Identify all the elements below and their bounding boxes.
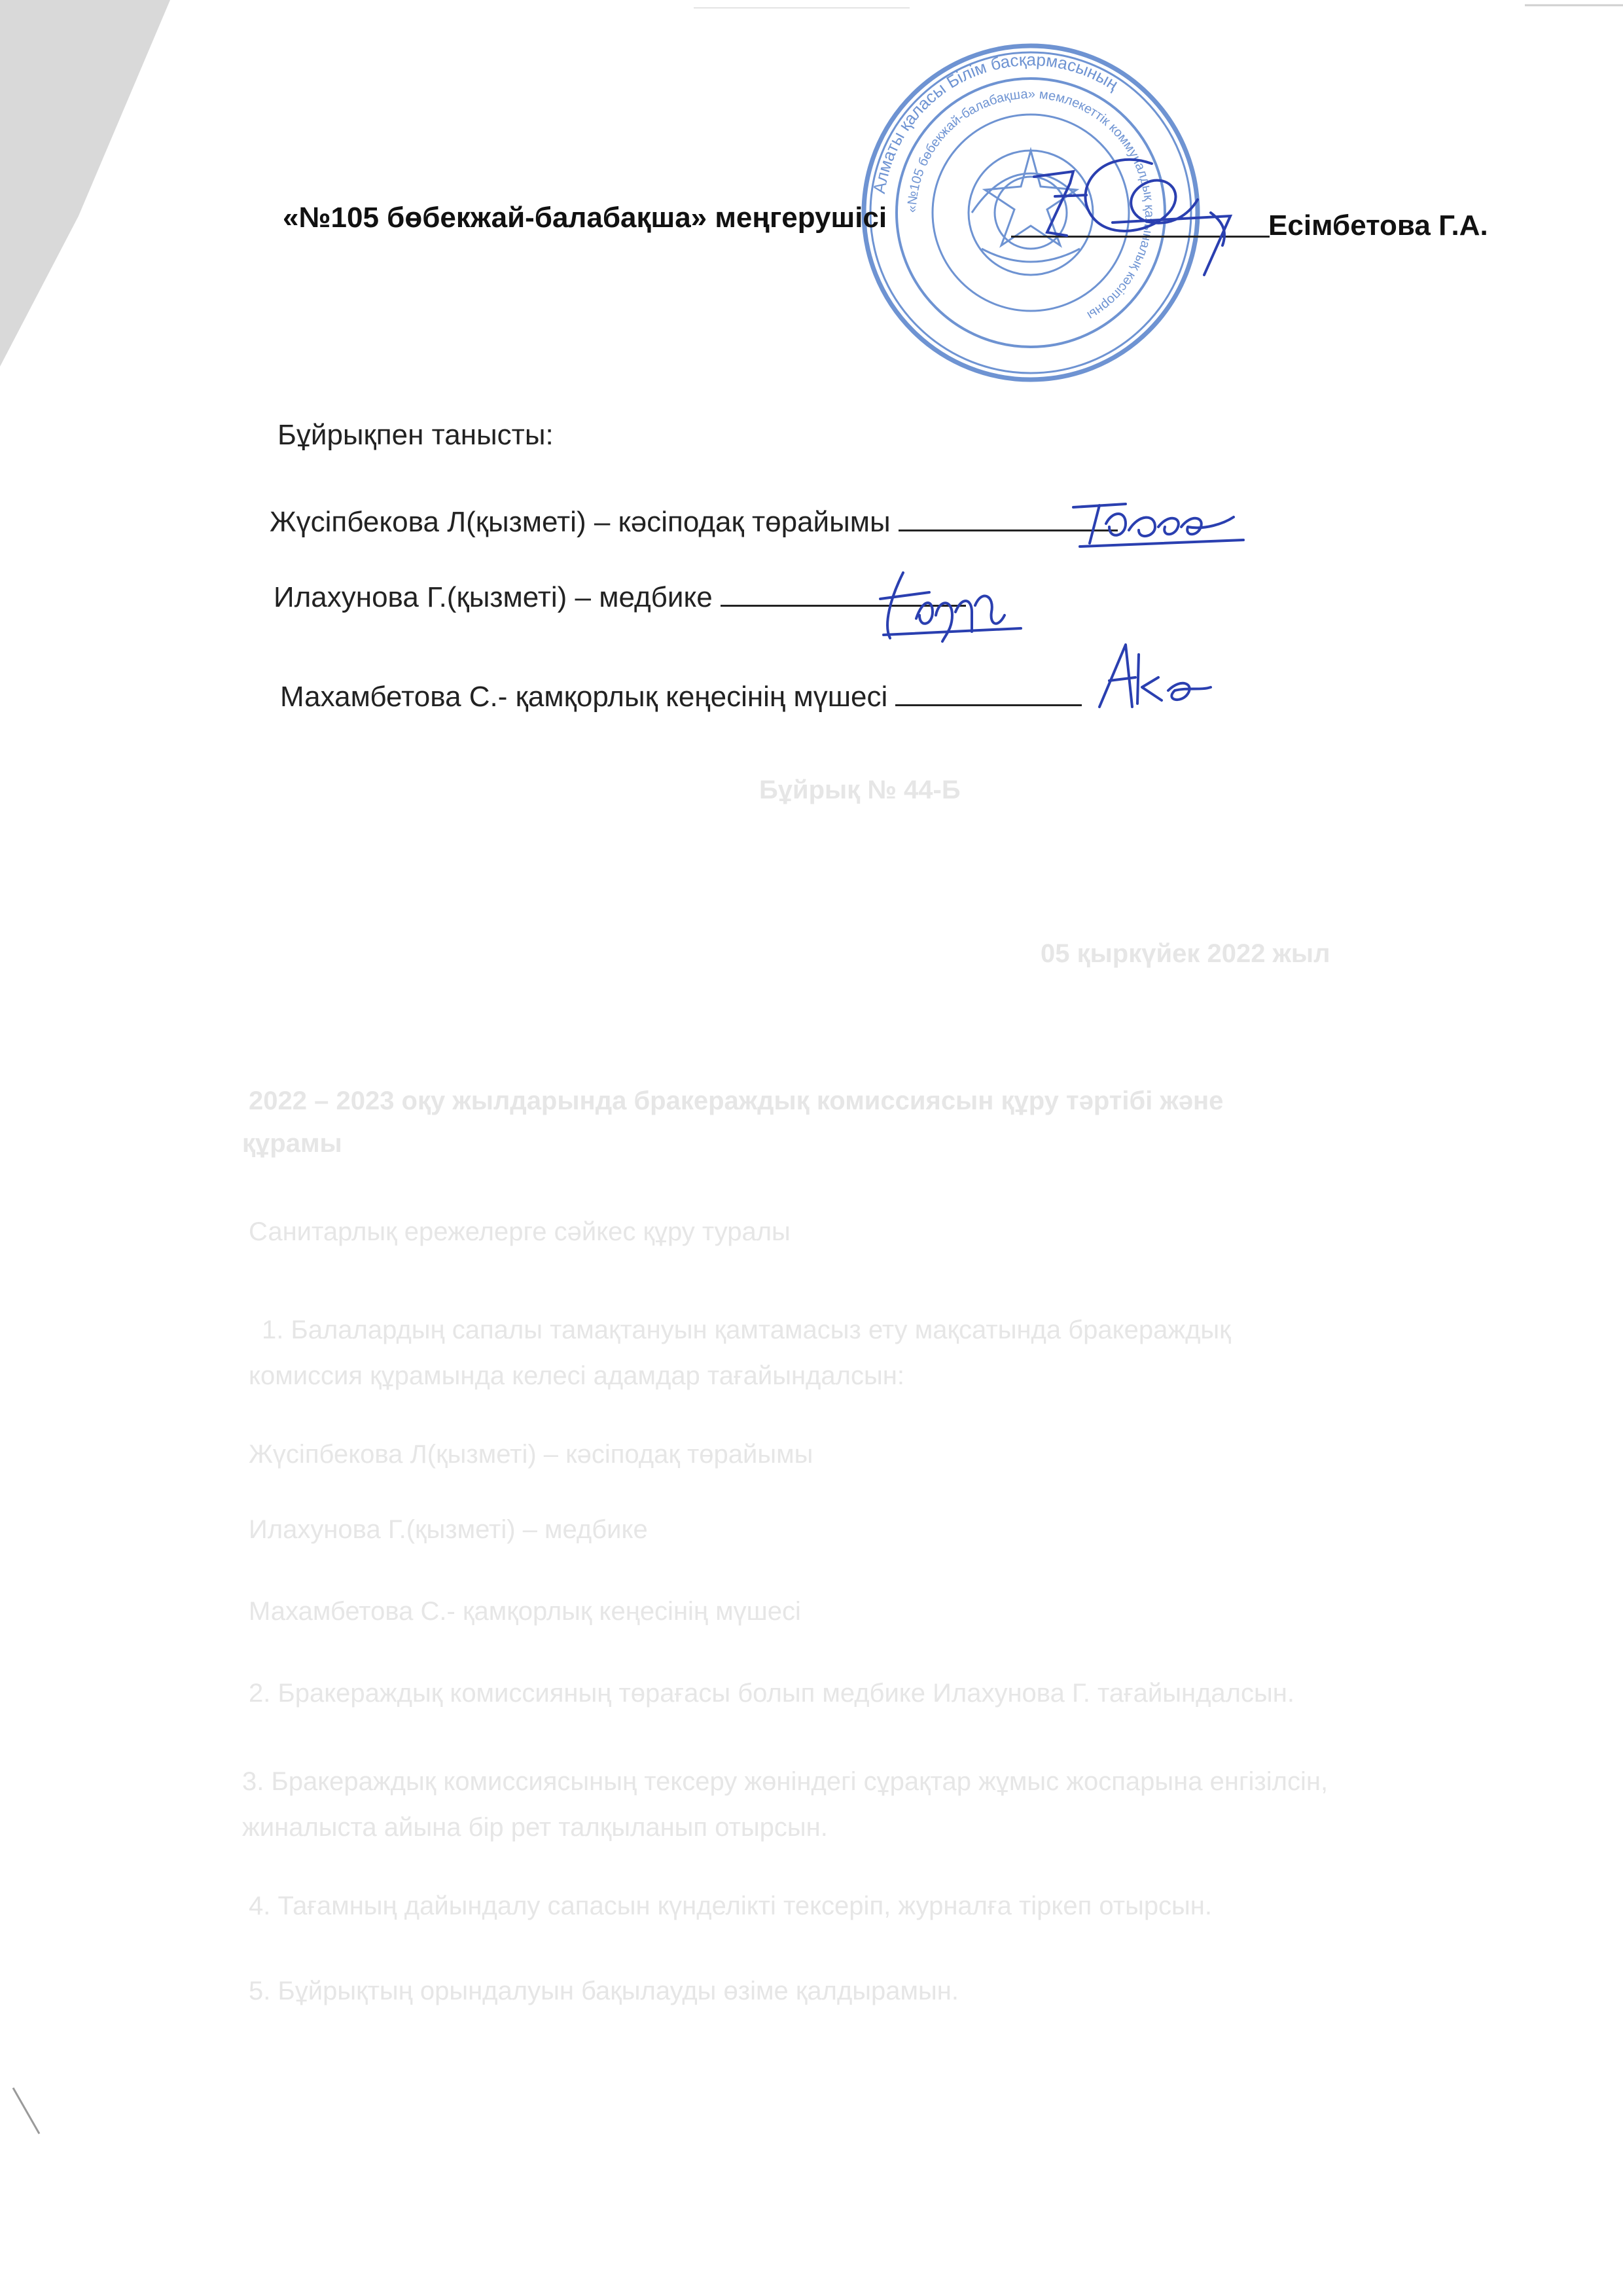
head-title: «№105 бөбекжай-балабақша» меңгерушісі [283, 202, 887, 234]
stamp-inner-text: «№105 бөбекжай-балабақша» мемлекеттік коммуналдық қазыналық кәсіпорны [904, 86, 1157, 323]
signer-1-label: Жүсіпбекова Л(қызметі) – кәсіподақ төрайымы [270, 506, 891, 538]
head-name: Есімбетова Г.А. [1268, 209, 1488, 242]
ghost-order-number: Бұйрық № 44-Б [759, 776, 961, 804]
stamp-outer-text: Алматы қаласы Білім басқармасының [868, 49, 1122, 195]
ghost-item2: 2. Бракераждық комиссияның төрағасы болып медбике Илахунова Г. тағайындалсын. [249, 1679, 1294, 1708]
ghost-subject-line1: 2022 – 2023 оқу жылдарында бракераждық комиссиясын құру тәртібі және [249, 1086, 1224, 1115]
ghost-member2: Илахунова Г.(қызметі) – медбике [249, 1515, 648, 1544]
signer-2-signature [880, 573, 1021, 641]
ghost-subject-line2: құрамы [242, 1129, 342, 1158]
ghost-item5: 5. Бұйрықтың орындалуын бақылауды өзіме қалдырамын. [249, 1977, 959, 2005]
ghost-item1-line2: комиссия құрамында келесі адамдар тағайындалсын: [249, 1361, 904, 1390]
ghost-member1: Жүсіпбекова Л(қызметі) – кәсіподақ төрайымы [249, 1440, 813, 1469]
signer-1-signature [1073, 504, 1243, 547]
acknowledgement-heading: Бұйрықпен танысты: [277, 419, 554, 451]
ghost-item4: 4. Тағамның дайындалу сапасын күнделікті тексеріп, журналға тіркеп отырсын. [249, 1892, 1213, 1920]
signer-3-label: Махамбетова С.- қамқорлық кеңесінің мүшесі [280, 681, 888, 713]
ghost-order-date: 05 қыркүйек 2022 жыл [1041, 939, 1330, 968]
ghost-item3-line2: жиналыста айына бір рет талқыланып отырсын. [242, 1813, 828, 1842]
ghost-member3: Махамбетова С.- қамқорлық кеңесінің мүшесі [249, 1597, 801, 1626]
signer-2-label: Илахунова Г.(қызметі) – медбике [274, 581, 713, 613]
ghost-item1-line1: 1. Балалардың сапалы тамақтануын қамтамасыз ету мақсатында бракераждық [262, 1316, 1231, 1344]
ghost-item3-line1: 3. Бракераждық комиссиясының тексеру жөніндегі сұрақтар жұмыс жоспарына енгізілсін, [242, 1767, 1329, 1796]
signer-3-signature [1099, 645, 1211, 707]
ghost-basis-line: Санитарлық ережелерге сәйкес құру туралы [249, 1217, 791, 1246]
